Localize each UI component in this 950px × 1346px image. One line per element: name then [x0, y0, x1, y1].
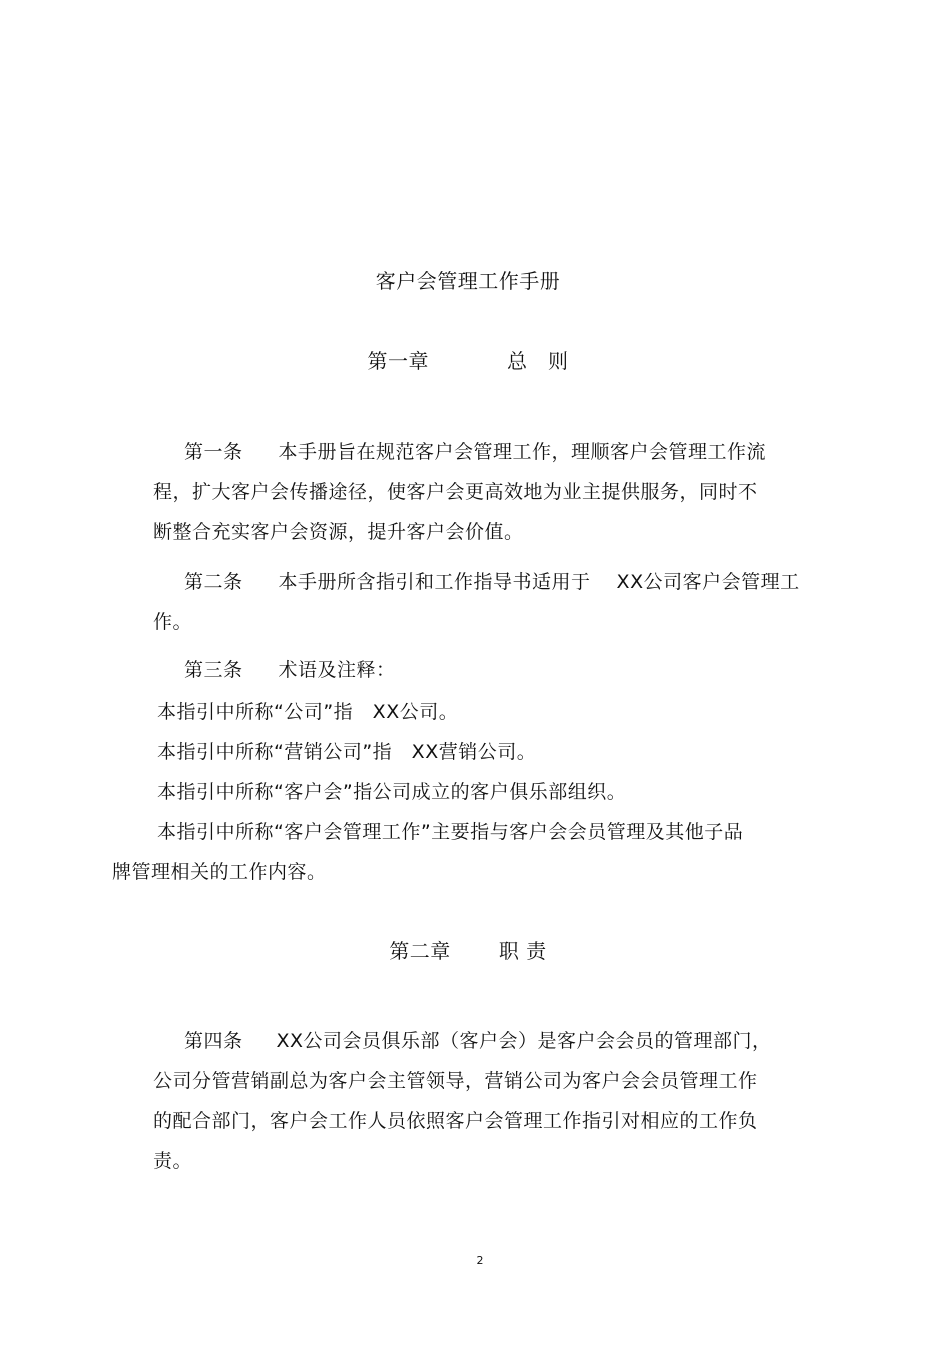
- chapter-1-label: 第一章: [367, 349, 429, 373]
- article-4-line-1: [184, 1029, 772, 1053]
- article-1-label: 第一条: [184, 441, 243, 463]
- article-1-line-1: [184, 440, 766, 464]
- chapter-1-heading: [0, 348, 936, 374]
- chapter-2-label: 第二章: [389, 939, 451, 963]
- article-3-heading: 术语及注释：: [278, 659, 396, 681]
- article-4-line-4: 责。: [153, 1150, 193, 1172]
- document-title: 客户会管理工作手册: [375, 269, 561, 293]
- article-2-line-2: 作。: [153, 611, 193, 633]
- article-2-line-1: [184, 570, 800, 594]
- article-2-label: 第二条: [184, 571, 243, 593]
- article-1-text-1: 本手册旨在规范客户会管理工作，理顺客户会管理工作流: [278, 441, 767, 463]
- page-number: 2: [476, 1254, 484, 1267]
- article-1-line-2: 程，扩大客户会传播途径，使客户会更高效地为业主提供服务，同时不: [153, 481, 758, 503]
- article-2-text-1: 本手册所含指引和工作指导书适用于 XX公司客户会管理工: [278, 571, 800, 593]
- article-3-term-1: 本指引中所称“公司”指 XX公司。: [157, 701, 459, 723]
- article-4-label: 第四条: [184, 1030, 243, 1052]
- article-3-term-4-cont: 牌管理相关的工作内容。: [112, 861, 327, 883]
- article-3-term-4: 本指引中所称“客户会管理工作”主要指与客户会会员管理及其他子品: [157, 821, 744, 843]
- article-3-label: 第三条: [184, 659, 243, 681]
- article-4-text-1: XX公司会员俱乐部（客户会）是客户会会员的管理部门，: [276, 1030, 772, 1052]
- article-3-line-1: [184, 658, 396, 682]
- article-4-line-2: 公司分管营销副总为客户会主管领导，营销公司为客户会会员管理工作: [153, 1070, 758, 1092]
- article-4-line-3: 的配合部门，客户会工作人员依照客户会管理工作指引对相应的工作负: [153, 1110, 758, 1132]
- chapter-1-name: 总 则: [507, 349, 569, 373]
- chapter-2-name: 职 责: [498, 939, 547, 963]
- article-3-term-3: 本指引中所称“客户会”指公司成立的客户俱乐部组织。: [157, 781, 627, 803]
- article-3-term-2: 本指引中所称“营销公司”指 XX营销公司。: [157, 741, 537, 763]
- article-1-line-3: 断整合充实客户会资源，提升客户会价值。: [153, 521, 524, 543]
- chapter-2-heading: [0, 938, 936, 964]
